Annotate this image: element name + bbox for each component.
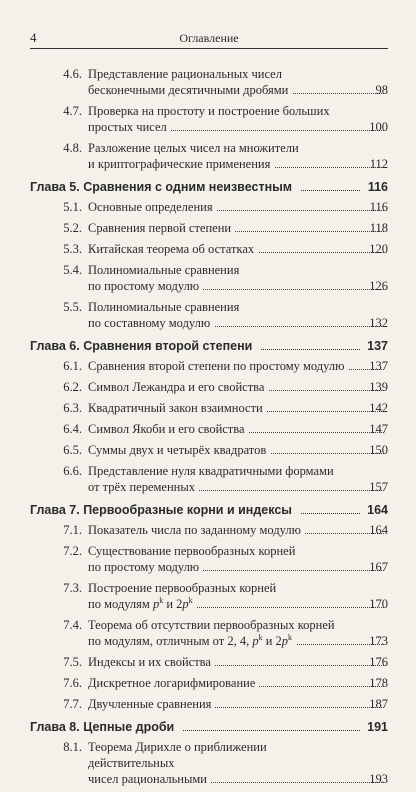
running-title: Оглавление bbox=[179, 31, 239, 45]
page-number: 4 bbox=[30, 30, 37, 45]
section-title-line: бесконечными десятичными дробями bbox=[88, 82, 354, 98]
section-entry bbox=[30, 739, 388, 787]
section-title-line: Полиномиальные сравнения bbox=[88, 263, 240, 277]
section-entry bbox=[30, 220, 388, 236]
section-number: 5.5. bbox=[63, 300, 82, 314]
section-entry bbox=[30, 358, 388, 374]
section-title-line: Индексы и их свойства bbox=[88, 654, 354, 670]
section-title bbox=[88, 442, 354, 458]
section-title bbox=[88, 463, 354, 495]
section-page: 116 bbox=[369, 200, 388, 214]
chapter-entry bbox=[30, 719, 388, 735]
section-title-line: Двучленные сравнения bbox=[88, 696, 354, 712]
section-number: 6.5. bbox=[63, 443, 82, 457]
section-number: 4.6. bbox=[63, 67, 82, 81]
section-entry bbox=[30, 543, 388, 575]
math-variable: p bbox=[152, 597, 160, 611]
section-title bbox=[88, 675, 354, 691]
section-page: 150 bbox=[369, 443, 388, 457]
superscript: k bbox=[288, 632, 293, 642]
section-number: 7.1. bbox=[63, 523, 82, 537]
chapter-title: Глава 8. Цепные дроби bbox=[30, 719, 182, 735]
section-number: 5.3. bbox=[63, 242, 82, 256]
section-title-line: чисел рациональными bbox=[88, 771, 354, 787]
section-entry bbox=[30, 103, 388, 135]
section-entry bbox=[30, 299, 388, 331]
section-page: 170 bbox=[369, 597, 388, 611]
section-page: 178 bbox=[369, 676, 388, 690]
section-title-line: Основные определения bbox=[88, 199, 354, 215]
section-title-line: Проверка на простоту и построение больших bbox=[88, 104, 330, 118]
chapter-title: Глава 7. Первообразные корни и индексы bbox=[30, 502, 300, 518]
chapter-entry bbox=[30, 502, 388, 518]
section-title bbox=[88, 617, 354, 649]
section-page: 187 bbox=[369, 697, 388, 711]
section-title-line: Представление рациональных чисел bbox=[88, 67, 282, 81]
section-title bbox=[88, 358, 354, 374]
section-title bbox=[88, 299, 354, 331]
chapter-title: Глава 5. Сравнения с одним неизвестным bbox=[30, 179, 300, 195]
section-number: 7.5. bbox=[63, 655, 82, 669]
section-number: 6.2. bbox=[63, 380, 82, 394]
section-page: 193 bbox=[369, 772, 388, 786]
section-title bbox=[88, 241, 354, 257]
section-entry bbox=[30, 421, 388, 437]
section-entry bbox=[30, 463, 388, 495]
section-entry bbox=[30, 262, 388, 294]
section-page: 157 bbox=[369, 480, 388, 494]
section-title-line: Построение первообразных корней bbox=[88, 581, 277, 595]
section-page: 132 bbox=[369, 316, 388, 330]
section-entry bbox=[30, 400, 388, 416]
section-title-line: Существование первообразных корней bbox=[88, 544, 296, 558]
section-title bbox=[88, 696, 354, 712]
section-entry bbox=[30, 379, 388, 395]
section-page: 142 bbox=[369, 401, 388, 415]
section-entry bbox=[30, 522, 388, 538]
section-title-line: и криптографические применения bbox=[88, 156, 354, 172]
section-title-line: Сравнения второй степени по простому модулю bbox=[88, 358, 354, 374]
section-number: 7.4. bbox=[63, 618, 82, 632]
chapter-entry bbox=[30, 338, 388, 354]
section-number: 6.1. bbox=[63, 359, 82, 373]
section-entry bbox=[30, 140, 388, 172]
section-entry bbox=[30, 654, 388, 670]
section-title-line: Символ Лежандра и его свойства bbox=[88, 379, 354, 395]
table-of-contents bbox=[30, 66, 388, 792]
section-title-line: Суммы двух и четырёх квадратов bbox=[88, 442, 354, 458]
section-title-line: по модулям, отличным от 2, 4, $p^k$ и $2p^k$ bbox=[88, 633, 354, 649]
section-page: 120 bbox=[369, 242, 388, 256]
section-title-line: Китайская теорема об остатках bbox=[88, 241, 354, 257]
section-page: 173 bbox=[369, 634, 388, 648]
section-title bbox=[88, 379, 354, 395]
section-entry bbox=[30, 675, 388, 691]
section-entry bbox=[30, 617, 388, 649]
section-page: 112 bbox=[369, 157, 388, 171]
section-number: 5.2. bbox=[63, 221, 82, 235]
section-title bbox=[88, 739, 354, 787]
section-number: 6.4. bbox=[63, 422, 82, 436]
section-page: 139 bbox=[369, 380, 388, 394]
section-title-line: Дискретное логарифмирование bbox=[88, 675, 354, 691]
section-page: 100 bbox=[369, 120, 388, 134]
section-entry bbox=[30, 696, 388, 712]
section-title-line: от трёх переменных bbox=[88, 479, 354, 495]
section-number: 7.7. bbox=[63, 697, 82, 711]
section-title-line: по простому модулю bbox=[88, 278, 354, 294]
section-number: 7.2. bbox=[63, 544, 82, 558]
chapter-page: 137 bbox=[367, 339, 388, 353]
section-page: 98 bbox=[375, 83, 388, 97]
section-page: 176 bbox=[369, 655, 388, 669]
section-title-line: Показатель числа по заданному модулю bbox=[88, 522, 354, 538]
section-title-line: Представление нуля квадратичными формами bbox=[88, 464, 334, 478]
section-number: 7.6. bbox=[63, 676, 82, 690]
superscript: k bbox=[258, 632, 263, 642]
section-title-line: по модулям $p^k$ и $2p^k$ bbox=[88, 596, 354, 612]
section-title bbox=[88, 262, 354, 294]
section-entry bbox=[30, 442, 388, 458]
superscript: k bbox=[159, 595, 164, 605]
section-entry bbox=[30, 580, 388, 612]
section-number: 6.3. bbox=[63, 401, 82, 415]
section-number: 4.7. bbox=[63, 104, 82, 118]
section-number: 5.1. bbox=[63, 200, 82, 214]
section-title bbox=[88, 66, 354, 98]
section-entry bbox=[30, 199, 388, 215]
section-title bbox=[88, 421, 354, 437]
math-variable: p bbox=[182, 597, 189, 611]
section-page: 147 bbox=[369, 422, 388, 436]
section-title-line: по простому модулю bbox=[88, 559, 354, 575]
section-entry bbox=[30, 66, 388, 98]
section-number: 5.4. bbox=[63, 263, 82, 277]
section-title bbox=[88, 543, 354, 575]
section-title-line: Теорема Дирихле о приближении действительных bbox=[88, 740, 267, 770]
chapter-page: 191 bbox=[367, 720, 388, 734]
chapter-page: 164 bbox=[367, 503, 388, 517]
section-title bbox=[88, 654, 354, 670]
section-title bbox=[88, 199, 354, 215]
section-page: 118 bbox=[369, 221, 388, 235]
section-number: 7.3. bbox=[63, 581, 82, 595]
section-page: 167 bbox=[369, 560, 388, 574]
math-variable: p bbox=[252, 634, 259, 648]
section-title bbox=[88, 400, 354, 416]
section-page: 164 bbox=[369, 523, 388, 537]
chapter-page: 116 bbox=[367, 180, 388, 194]
section-page: 137 bbox=[369, 359, 388, 373]
section-title-line: Квадратичный закон взаимности bbox=[88, 400, 354, 416]
section-number: 8.1. bbox=[63, 740, 82, 754]
section-number: 6.6. bbox=[63, 464, 82, 478]
section-title bbox=[88, 522, 354, 538]
running-head bbox=[30, 30, 388, 49]
section-title-line: по составному модулю bbox=[88, 315, 354, 331]
section-title-line: Сравнения первой степени bbox=[88, 220, 354, 236]
section-title-line: Теорема об отсутствии первообразных корней bbox=[88, 618, 335, 632]
section-title-line: простых чисел bbox=[88, 119, 354, 135]
section-title bbox=[88, 103, 354, 135]
section-entry bbox=[30, 241, 388, 257]
section-title-line: Символ Якоби и его свойства bbox=[88, 421, 354, 437]
section-title bbox=[88, 580, 354, 612]
superscript: k bbox=[188, 595, 193, 605]
section-title bbox=[88, 140, 354, 172]
section-number: 4.8. bbox=[63, 141, 82, 155]
math-variable: p bbox=[281, 634, 289, 648]
section-title-line: Разложение целых чисел на множители bbox=[88, 141, 299, 155]
section-title bbox=[88, 220, 354, 236]
chapter-entry bbox=[30, 179, 388, 195]
chapter-title: Глава 6. Сравнения второй степени bbox=[30, 338, 260, 354]
section-page: 126 bbox=[369, 279, 388, 293]
section-title-line: Полиномиальные сравнения bbox=[88, 300, 240, 314]
